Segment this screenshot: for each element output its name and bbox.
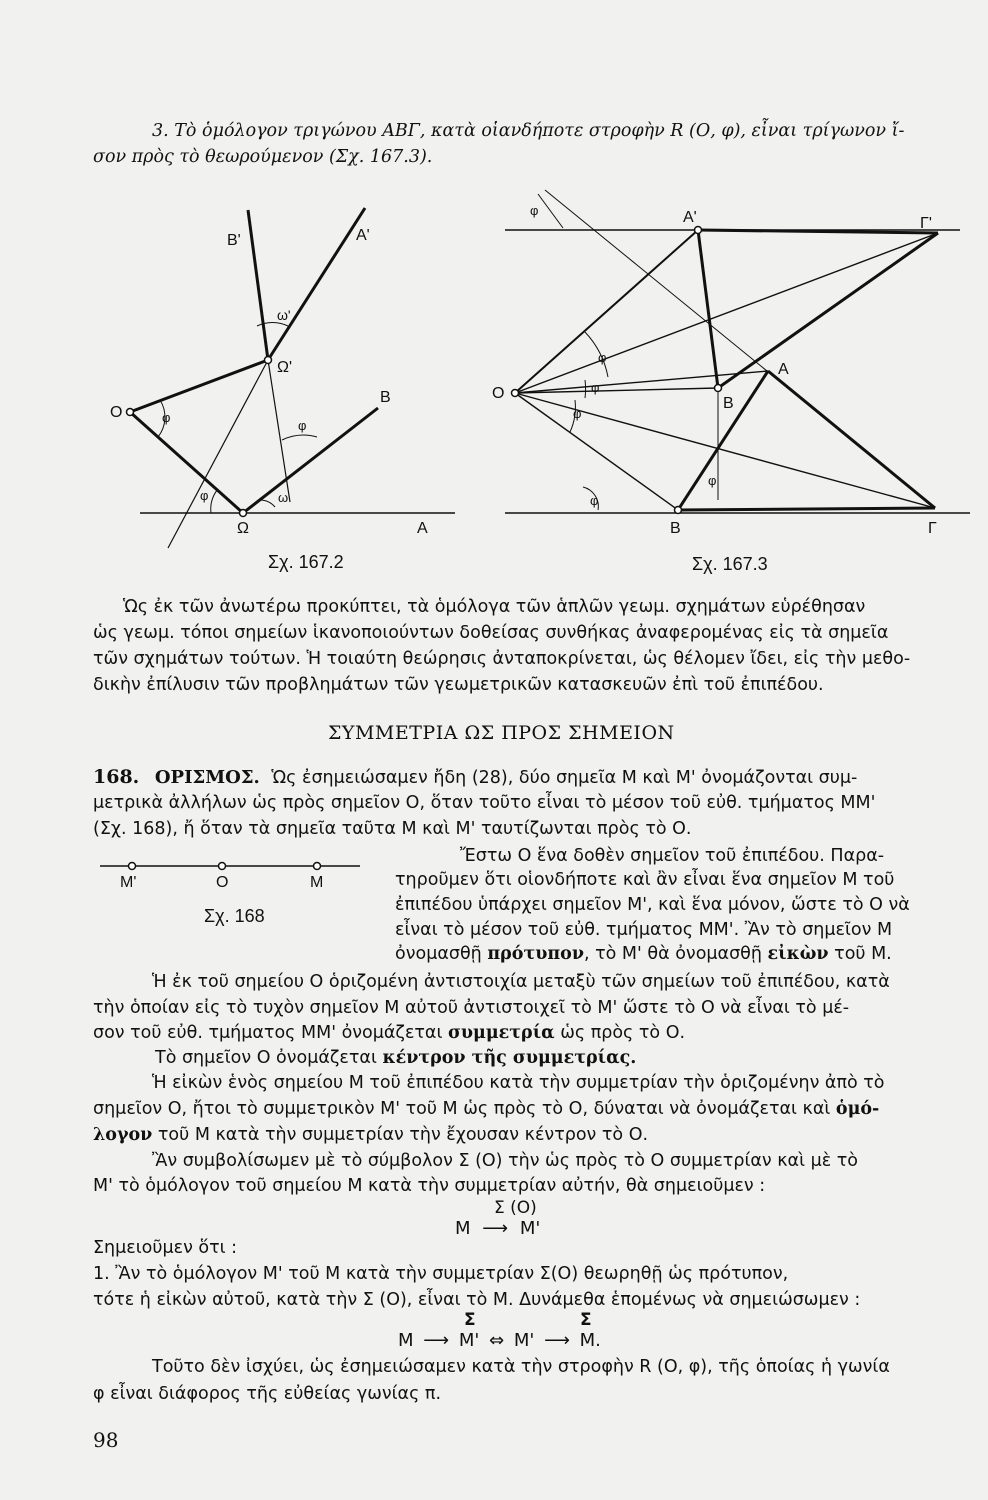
label-g1: Γ' [920,215,932,232]
angle-arc-phi [282,435,317,440]
top-line-1: 3. Τὸ ὁμόλογον τριγώνου ΑΒΓ, κατὰ οἱανδήποτε στροφὴν R (Ο, φ), εἶναι τρίγωνον ἴ- [152,121,905,141]
para2-line-2: τὴν ὁποίαν εἰς τὸ τυχὸν σημεῖον Μ αὐτοῦ ἀντιστοιχεῖ τὸ Μ' ὥστε τὸ Ο νὰ εἶναι τὸ μέ- [93,998,850,1018]
def-line-1 [93,766,857,788]
label-o: Ο [216,874,229,891]
para3-line-3: λογον τοῦ Μ κατὰ τὴν συμμετρίαν τὴν ἔχουσαν κέντρον τὸ Ο. [93,1125,649,1145]
side-line-2: τηροῦμεν ὅτι οἱονδήποτε καὶ ἂν εἶναι ἕνα σημεῖον Μ τοῦ [395,870,895,890]
angle-arc-w [260,500,275,507]
para2-line-3: σον τοῦ εὐθ. τμήματος ΜΜ' ὀνομάζεται συμμετρία ὡς πρὸς τὸ Ο. [93,1023,686,1043]
ray-omega1-b1 [248,210,268,360]
para5-line-2: φ εἶναι διάφορος τῆς εὐθείας γωνίας π. [93,1384,442,1404]
term-symmetry: συμμετρία [447,1023,555,1043]
formula2: Μ ⟶ Μ' ⇔ Μ' ⟶ Μ. [398,1330,601,1351]
point-o [219,863,226,870]
side-line-4: εἶναι τὸ μέσον τοῦ εὐθ. τμήματος ΜΜ'. Ἂν τὸ σημεῖον Μ [395,920,893,940]
para2-line-1: Ἡ ἐκ τοῦ σημείου Ο ὁριζομένη ἀντιστοιχία μεταξὺ τῶν σημείων τοῦ ἐπιπέδου, κατὰ [152,972,890,992]
label-a1: Α' [683,209,697,226]
figure-168 [100,850,370,930]
figure-167-3 [480,185,975,585]
label-g: Γ [928,520,937,537]
angle-arc-omega [211,489,218,513]
para5-line-1: Τοῦτο δὲν ἰσχύει, ὡς ἐσημειώσαμεν κατὰ τὴν στροφὴν R (Ο, φ), τῆς ὁποίας ἡ γωνία [152,1357,890,1377]
point-o [512,390,519,397]
para2-line-4: Τὸ σημεῖον Ο ὀνομάζεται κέντρον τῆς συμμετρίας. [155,1048,637,1068]
label-phi2: φ [298,418,307,433]
label-phi3: φ [200,488,209,503]
side-a-b [678,371,768,510]
section-heading: ΣΥΜΜΕΤΡΙΑ ΩΣ ΠΡΟΣ ΣΗΜΕΙΟΝ [328,722,675,744]
label-omega1-small: ω' [277,307,291,323]
side-line-3: ἐπιπέδου ὑπάρχει σημεῖον Μ', καὶ ἕνα μόνον, ὥστε τὸ Ο νὰ [395,895,910,915]
line-o-g1 [515,233,938,393]
label-a: Α [778,361,789,378]
top-line-2: σον πρὸς τὸ θεωρούμενον (Σχ. 167.3). [93,147,433,167]
term-center: κέντρον τῆς συμμετρίας. [382,1048,637,1068]
label-o: Ο [110,404,123,421]
para4-line-2: Μ' τὸ ὁμόλογον τοῦ σημείου Μ κατὰ τὴν συμμετρίαν αὐτήν, θὰ σημειοῦμεν : [93,1176,766,1196]
label-omega1: Ω' [277,359,293,376]
side-line-1: Ἔστω Ο ἕνα δοθὲν σημεῖον τοῦ ἐπιπέδου. Παρα- [460,846,885,866]
label-b1: Β [723,395,734,412]
side-a-g [768,371,935,508]
label-omega-small: ω [278,490,289,505]
caption-167-3: Σχ. 167.3 [692,554,768,574]
para3-line-2: σημεῖον Ο, ἤτοι τὸ συμμετρικὸν Μ' τοῦ Μ ὡς πρὸς τὸ Ο, δύναται νὰ ὀνομάζεται καὶ ὁμό- [93,1099,880,1119]
label-b1: Β' [227,232,241,249]
def-line1-text: Ὡς ἐσημειώσαμεν ἤδη (28), δύο σημεῖα Μ καὶ Μ' ὀνομάζονται συμ- [271,768,858,788]
label-phi5: φ [590,493,599,508]
label-phi1: φ [162,410,171,425]
label-o: Ο [492,385,505,402]
point-omega [240,510,247,517]
para1-line-2: ὡς γεωμ. τόποι σημείων ἱκανοποιούντων δοθείσας συνθήκας ἀναφερομένας εἰς τὰ σημεῖα [93,623,889,643]
point-a1 [695,227,702,234]
thin-line-2 [168,360,268,548]
def-number: 168. [93,766,140,788]
label-a1: Α' [356,227,370,244]
side-a1-b1 [698,230,718,388]
para3-line-1: Ἡ εἰκὼν ἑνὸς σημείου Μ τοῦ ἐπιπέδου κατὰ τὴν συμμετρίαν τὴν ὁριζομένην ἀπὸ τὸ [152,1073,885,1093]
label-m: Μ [310,874,324,891]
term-image: εἰκὼν [767,944,829,964]
ray-omega-b [243,408,378,513]
formula2-sigma2: Σ [580,1310,592,1330]
term-prototype: πρότυπον [487,944,584,964]
label-b: Β [670,520,681,537]
point-m [314,863,321,870]
def-line-3: (Σχ. 168), ἤ ὅταν τὰ σημεῖα ταῦτα Μ καὶ Μ' ταυτίζωνται πρὸς τὸ Ο. [93,819,692,839]
point-b1 [715,385,722,392]
para1-line-1: Ὡς ἐκ τῶν ἀνωτέρω προκύπτει, τὰ ὁμόλογα τῶν ἁπλῶν γεωμ. σχημάτων εὑρέθησαν [123,597,866,617]
label-m1: Μ' [120,874,137,891]
thin-line-1 [268,359,293,502]
point-o [127,409,134,416]
def-title: ΟΡΙΣΜΟΣ. [154,767,260,788]
para1-line-3: τῶν σχημάτων τούτων. Ἡ τοιαύτη θεώρησις ἀνταποκρίνεται, ὡς θέλομεν ἴδει, εἰς τὴν μεθο- [93,649,911,669]
arc-2 [585,380,586,398]
item1-line-1: 1. Ἂν τὸ ὁμόλογον Μ' τοῦ Μ κατὰ τὴν συμμετρίαν Σ(Ο) θεωρηθῇ ὡς πρότυπον, [93,1264,789,1284]
ray-omega1-a1 [268,208,365,360]
point-b [675,507,682,514]
note-line: Σημειοῦμεν ὅτι : [93,1238,238,1258]
item1-line-2: τότε ἡ εἰκὼν αὐτοῦ, κατὰ τὴν Σ (Ο), εἶναι τὸ Μ. Δυνάμεθα ἑπομένως νὰ σημειώσωμεν : [93,1290,861,1310]
term-homologous: ὁμό- [835,1099,880,1119]
side-line-5: ὀνομασθῇ πρότυπον, τὸ Μ' θὰ ὀνομασθῇ εἰκὼν τοῦ Μ. [395,944,892,964]
label-phi3: φ [573,406,582,421]
formula1-top: Σ (Ο) [494,1198,537,1218]
point-m1 [129,863,136,870]
formula1: Μ ⟶ Μ' [455,1218,541,1239]
def-line-2: μετρικὰ ἀλλήλων ὡς πρὸς σημεῖον Ο, ὅταν τοῦτο εἶναι τὸ μέσον τοῦ εὐθ. τμήματος ΜΜ' [93,793,876,813]
segment-o-omega1 [130,360,268,412]
label-b: Β [380,389,391,406]
label-phi-top: φ [530,203,539,218]
label-a: Α [417,520,428,537]
caption-167-2: Σχ. 167.2 [268,552,344,572]
formula2-sigma1: Σ [464,1310,476,1330]
label-omega: Ω [237,520,249,537]
label-phi2: φ [591,380,600,395]
segment-o-omega [130,412,243,513]
label-phi1: φ [598,350,607,365]
para4-line-1: Ἂν συμβολίσωμεν μὲ τὸ σύμβολον Σ (Ο) τὴν ὡς πρὸς τὸ Ο συμμετρίαν καὶ μὲ τὸ [152,1151,858,1171]
phi-top-mark [538,194,563,228]
point-omega1 [265,357,272,364]
figure-167-2 [100,195,470,585]
side-b1-g1 [718,233,938,388]
side-b-g [678,508,935,510]
para1-line-4: δικὴν ἐπίλυσιν τῶν προβλημάτων τῶν γεωμετρικῶν κατασκευῶν ἐπὶ τοῦ ἐπιπέδου. [93,675,824,695]
page-number: 98 [93,1428,119,1452]
caption-168: Σχ. 168 [204,906,265,926]
label-phi4: φ [708,473,717,488]
